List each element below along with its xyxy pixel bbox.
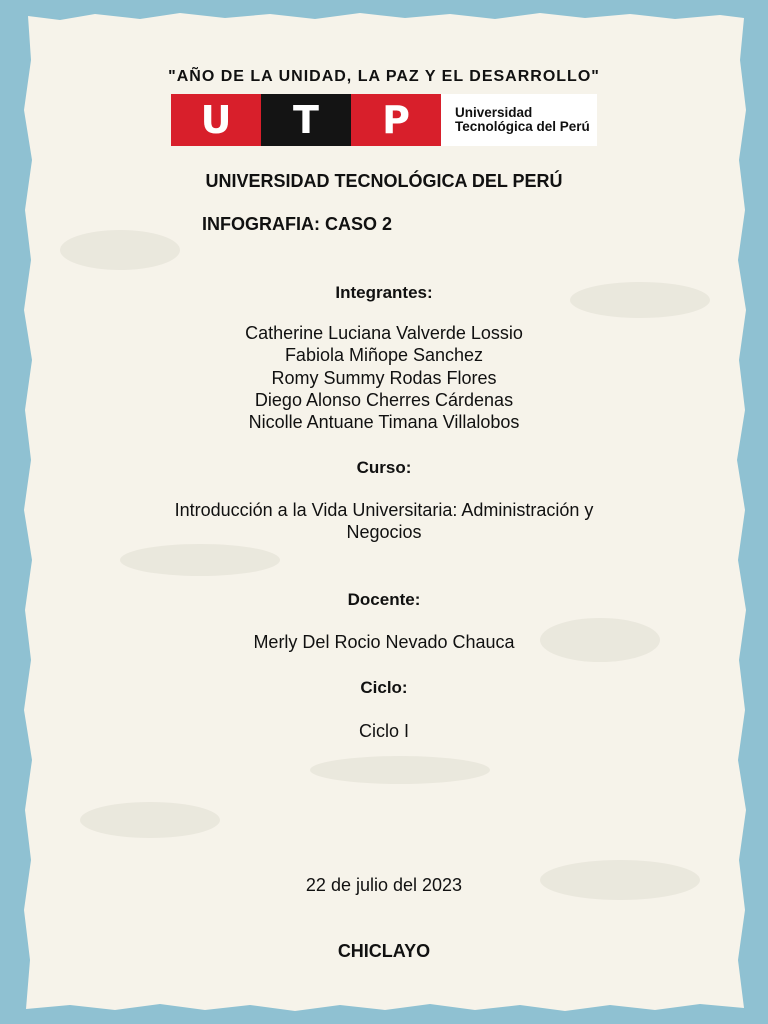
university-name: UNIVERSIDAD TECNOLÓGICA DEL PERÚ xyxy=(205,171,563,191)
course-line-2: Negocios xyxy=(346,522,422,542)
member-name: Romy Summy Rodas Flores xyxy=(271,367,497,388)
member-name: Catherine Luciana Valverde Lossio xyxy=(245,323,523,343)
city: CHICLAYO xyxy=(337,941,431,961)
course-line-1: Introducción a la Vida Universitaria: Administración y xyxy=(174,500,594,520)
member-name: Diego Alonso Cherres Cárdenas xyxy=(254,389,514,410)
member-name: Fabiola Miñope Sanchez xyxy=(284,345,484,366)
logo-name-panel xyxy=(441,94,597,146)
teacher-name: Merly Del Rocio Nevado Chauca xyxy=(253,632,515,652)
member-name: Nicolle Antuane Timana Villalobos xyxy=(248,412,520,433)
members-list xyxy=(0,322,768,433)
logo-letter-t: T xyxy=(261,94,351,146)
teacher-label: Docente: xyxy=(347,590,421,609)
members-label: Integrantes: xyxy=(335,283,433,302)
utp-logo xyxy=(171,94,597,146)
logo-name: Universidad Tecnológica del Perú xyxy=(455,105,590,134)
logo-letter-p: P xyxy=(351,94,441,146)
cycle-label: Ciclo: xyxy=(360,678,408,697)
date: 22 de julio del 2023 xyxy=(305,875,463,895)
logo-letter-u: U xyxy=(171,94,261,146)
course-label: Curso: xyxy=(356,458,412,477)
year-motto: "AÑO DE LA UNIDAD, LA PAZ Y EL DESARROLLO" xyxy=(168,68,600,85)
course-name xyxy=(0,499,768,543)
cycle-value: Ciclo I xyxy=(358,721,409,741)
document-title: INFOGRAFIA: CASO 2 xyxy=(202,214,393,234)
